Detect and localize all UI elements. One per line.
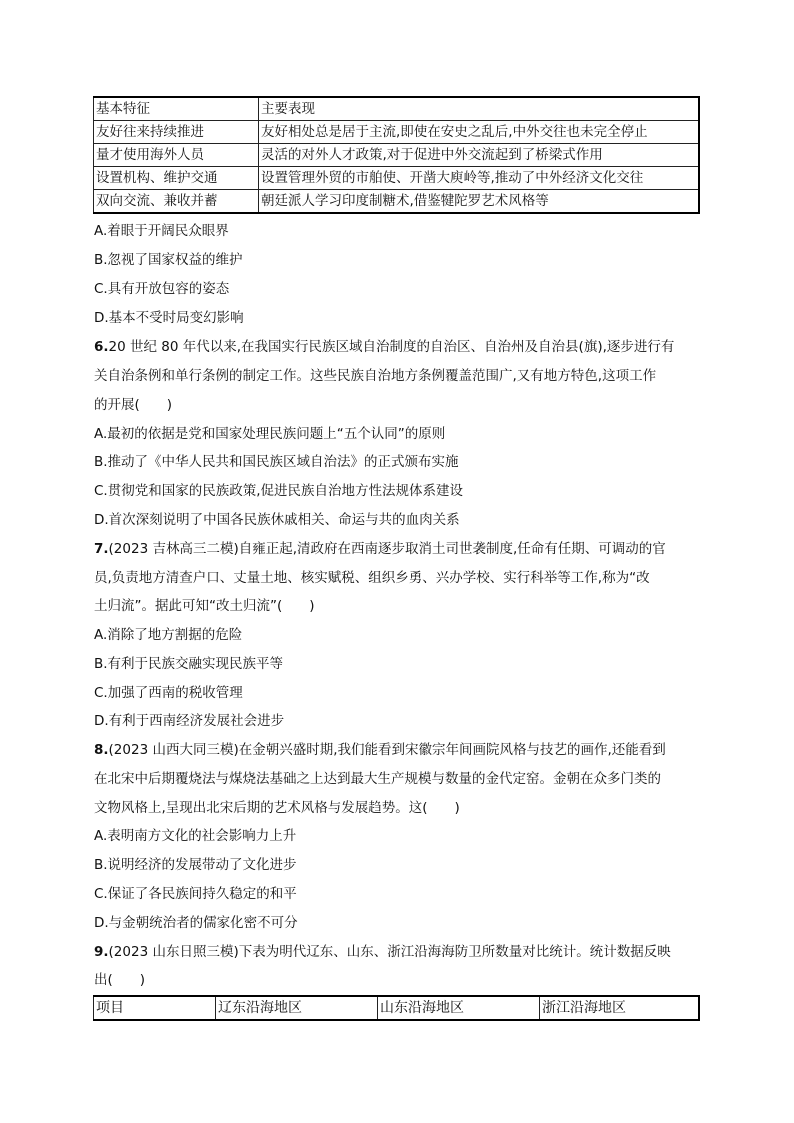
q9-number: 9. [94, 944, 109, 960]
table-header-cell: 山东沿海地区 [378, 996, 540, 1020]
q7-number: 7. [94, 541, 109, 557]
q5-option-a: A.着眼于开阔民众眼界 [94, 223, 229, 239]
table-header-cell: 项目 [94, 996, 216, 1020]
q6-option-b: B.推动了《中华人民共和国民族区域自治法》的正式颁布实施 [94, 454, 459, 470]
q7-option-c: C.加强了西南的税收管理 [94, 685, 243, 701]
features-table [93, 96, 700, 214]
table-cell: 量才使用海外人员 [94, 144, 259, 167]
q8-stem-line: 在北宋中后期覆烧法与煤烧法基础之上达到最大生产规模与数量的金代定窑。金朝在众多门类的 [94, 771, 661, 787]
q5-option-b: B.忽视了国家权益的维护 [94, 252, 243, 268]
table-row [94, 190, 700, 214]
q7-option-b: B.有利于民族交融实现民族平等 [94, 656, 284, 672]
table-header-row [94, 996, 700, 1020]
q8-stem-line: 8.(2023 山西大同三模)在金朝兴盛时期,我们能看到宋徽宗年间画院风格与技艺的画作,还能看到 [94, 742, 666, 758]
q7-stem-line: 7.(2023 吉林高三二模)自雍正起,清政府在西南逐步取消土司世袭制度,任命有任期、可调动的官 [94, 541, 666, 557]
q7-stem-line: 员,负责地方清查户口、丈量土地、核实赋税、组织乡勇、兴办学校、实行科举等工作,称为“改 [94, 570, 650, 586]
table-header-row [94, 97, 700, 121]
q6-option-c: C.贯彻党和国家的民族政策,促进民族自治地方性法规体系建设 [94, 483, 464, 499]
table-header-cell: 主要表现 [259, 97, 700, 121]
table-row [94, 167, 700, 190]
q6-stem-line: 关自治条例和单行条例的制定工作。这些民族自治地方条例覆盖范围广,又有地方特色,这项工作 [94, 368, 657, 384]
table-cell: 灵活的对外人才政策,对于促进中外交流起到了桥梁式作用 [259, 144, 700, 167]
q9-stem-line: 9.(2023 山东日照三模)下表为明代辽东、山东、浙江沿海海防卫所数量对比统计。统计数据反映 [94, 944, 671, 960]
coastal-defense-table [93, 995, 700, 1021]
q8-option-d: D.与金朝统治者的儒家化密不可分 [94, 915, 298, 931]
q6-stem-line: 的开展( ) [94, 397, 173, 413]
q6-option-d: D.首次深刻说明了中国各民族休戚相关、命运与共的血肉关系 [94, 512, 460, 528]
table-cell: 双向交流、兼收并蓄 [94, 190, 259, 214]
table-cell: 朝廷派人学习印度制糖术,借鉴犍陀罗艺术风格等 [259, 190, 700, 214]
q6-stem-line: 6.20 世纪 80 年代以来,在我国实行民族区域自治制度的自治区、自治州及自治县(旗),逐步进行有 [94, 339, 675, 355]
q7-option-d: D.有利于西南经济发展社会进步 [94, 713, 285, 729]
q8-stem-line: 文物风格上,呈现出北宋后期的艺术风格与发展趋势。这( ) [94, 800, 460, 816]
table-row [94, 121, 700, 144]
q8-option-c: C.保证了各民族间持久稳定的和平 [94, 886, 297, 902]
q8-option-b: B.说明经济的发展带动了文化进步 [94, 857, 297, 873]
table-header-cell: 辽东沿海地区 [216, 996, 378, 1020]
table-cell: 设置机构、维护交通 [94, 167, 259, 190]
table-header-cell: 浙江沿海地区 [540, 996, 700, 1020]
q5-option-c: C.具有开放包容的姿态 [94, 281, 230, 297]
table-row [94, 144, 700, 167]
table-cell: 友好往来持续推进 [94, 121, 259, 144]
q7-stem-line: 土归流”。据此可知“改土归流”( ) [94, 598, 315, 614]
q8-option-a: A.表明南方文化的社会影响力上升 [94, 828, 297, 844]
q9-stem-line: 出( ) [94, 972, 146, 988]
table-cell: 设置管理外贸的市舶使、开凿大庾岭等,推动了中外经济文化交往 [259, 167, 700, 190]
table-header-cell: 基本特征 [94, 97, 259, 121]
q6-number: 6. [94, 339, 109, 355]
q5-option-d: D.基本不受时局变幻影响 [94, 310, 244, 326]
table-cell: 友好相处总是居于主流,即使在安史之乱后,中外交往也未完全停止 [259, 121, 700, 144]
q7-option-a: A.消除了地方割据的危险 [94, 627, 243, 643]
q8-number: 8. [94, 742, 109, 758]
q6-option-a: A.最初的依据是党和国家处理民族问题上“五个认同”的原则 [94, 426, 446, 442]
